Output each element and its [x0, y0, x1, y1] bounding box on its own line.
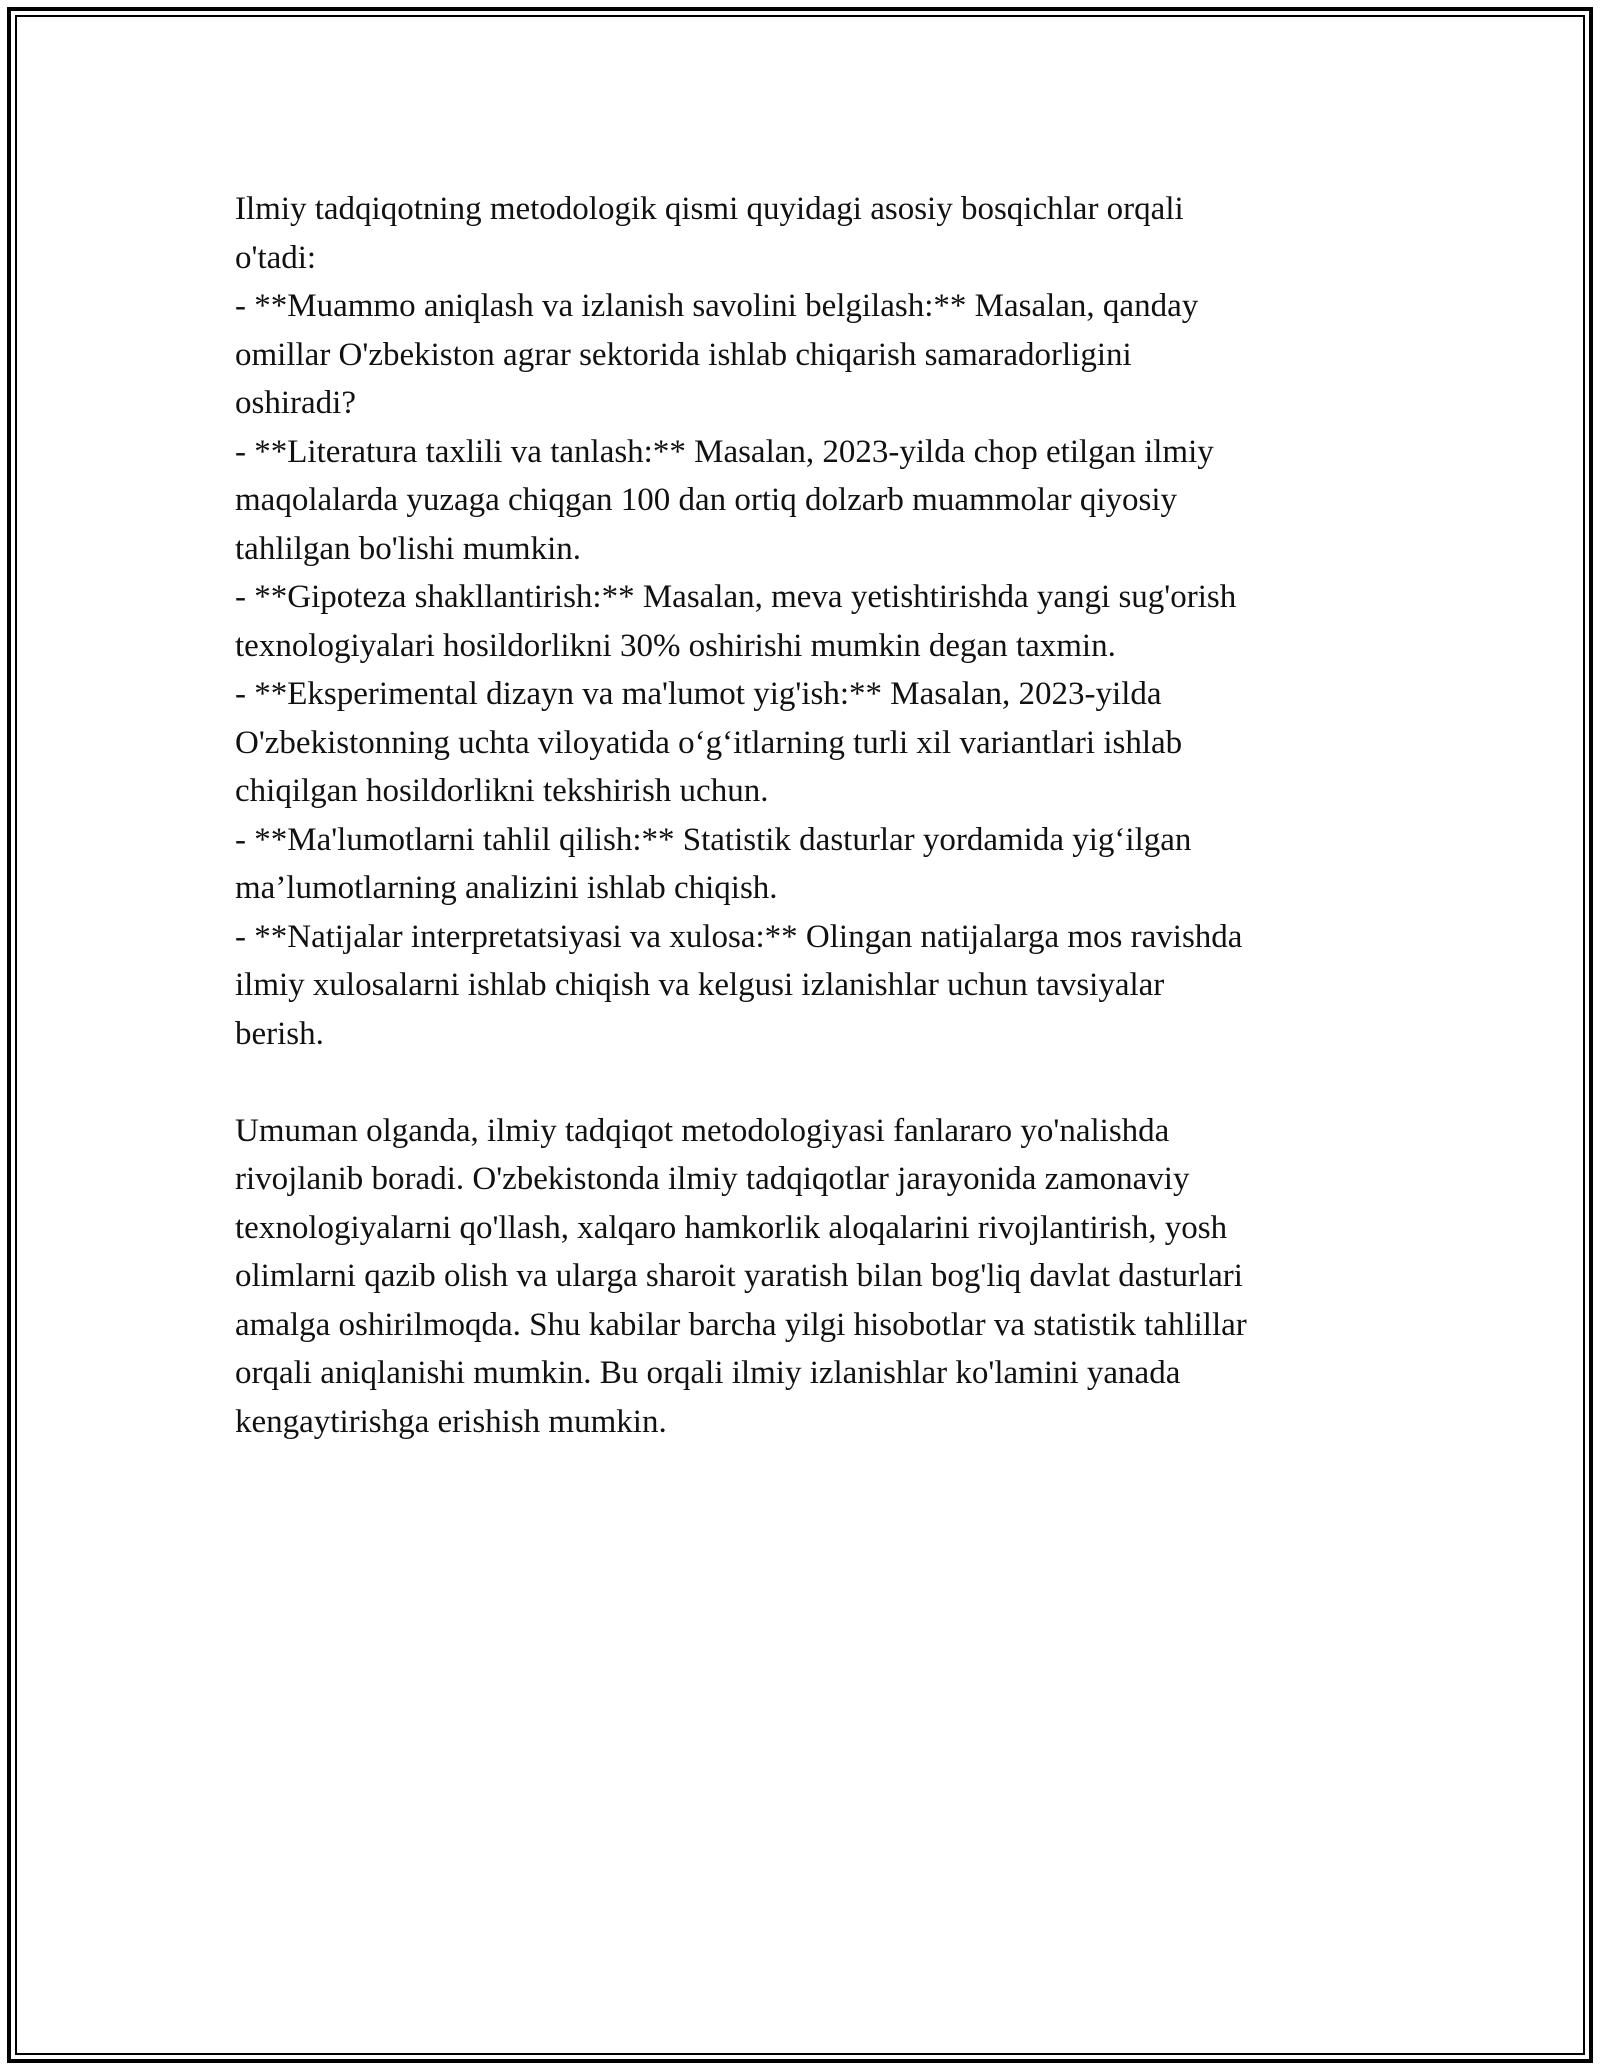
text-line: Umuman olganda, ilmiy tadqiqot metodologiyasi fanlararo yo'nalishda [235, 1112, 1170, 1149]
text-line: - **Literatura taxlili va tanlash:** Masalan, 2023-yilda chop etilgan ilmiy [235, 433, 1214, 470]
document-body [235, 185, 1375, 1446]
text-line: - **Natijalar interpretatsiyasi va xulosa:** Olingan natijalarga mos ravishda [235, 918, 1243, 955]
text-line: kengaytirishga erishish mumkin. [235, 1403, 667, 1440]
text-line: texnologiyalarni qo'llash, xalqaro hamkorlik aloqalarini rivojlantirish, yosh [235, 1209, 1228, 1246]
text-line: - **Ma'lumotlarni tahlil qilish:** Statistik dasturlar yordamida yig‘ilgan [235, 821, 1192, 858]
text-line: maqolalarda yuzaga chiqgan 100 dan ortiq dolzarb muammolar qiyosiy [235, 482, 1178, 518]
text-line: orqali aniqlanishi mumkin. Bu orqali ilmiy izlanishlar ko'lamini yanada [235, 1355, 1181, 1391]
text-line: - **Eksperimental dizayn va ma'lumot yig'ish:** Masalan, 2023-yilda [235, 676, 1162, 712]
text-line: ilmiy xulosalarni ishlab chiqish va kelgusi izlanishlar uchun tavsiyalar [235, 967, 1165, 1003]
paragraph-methodology-steps [235, 185, 1375, 1058]
paragraph-gap [235, 1058, 1375, 1107]
text-line: rivojlanib boradi. O'zbekistonda ilmiy tadqiqotlar jarayonida zamonaviy [235, 1161, 1190, 1197]
text-line: o'tadi: [235, 239, 317, 276]
text-line: berish. [235, 1015, 324, 1052]
text-line: Ilmiy tadqiqotning metodologik qismi quyidagi asosiy bosqichlar orqali [235, 191, 1184, 227]
paragraph-conclusion [235, 1107, 1375, 1447]
text-line: ma’lumotlarning analizini ishlab chiqish. [235, 870, 778, 906]
text-line: oshiradi? [235, 385, 356, 421]
text-line: omillar O'zbekiston agrar sektorida ishlab chiqarish samaradorligini [235, 336, 1132, 373]
text-line: tahlilgan bo'lishi mumkin. [235, 530, 582, 567]
text-line: texnologiyalari hosildorlikni 30% oshirishi mumkin degan taxmin. [235, 627, 1116, 664]
text-line: amalga oshirilmoqda. Shu kabilar barcha yilgi hisobotlar va statistik tahlillar [235, 1306, 1247, 1343]
text-line: olimlarni qazib olish va ularga sharoit yaratish bilan bog'liq davlat dasturlari [235, 1258, 1243, 1294]
text-line: O'zbekistonning uchta viloyatida o‘g‘itlarning turli xil variantlari ishlab [235, 724, 1183, 761]
text-line: - **Muammo aniqlash va izlanish savolini belgilash:** Masalan, qanday [235, 288, 1199, 324]
text-line: chiqilgan hosildorlikni tekshirish uchun. [235, 773, 769, 809]
text-line: - **Gipoteza shakllantirish:** Masalan, meva yetishtirishda yangi sug'orish [235, 579, 1237, 615]
